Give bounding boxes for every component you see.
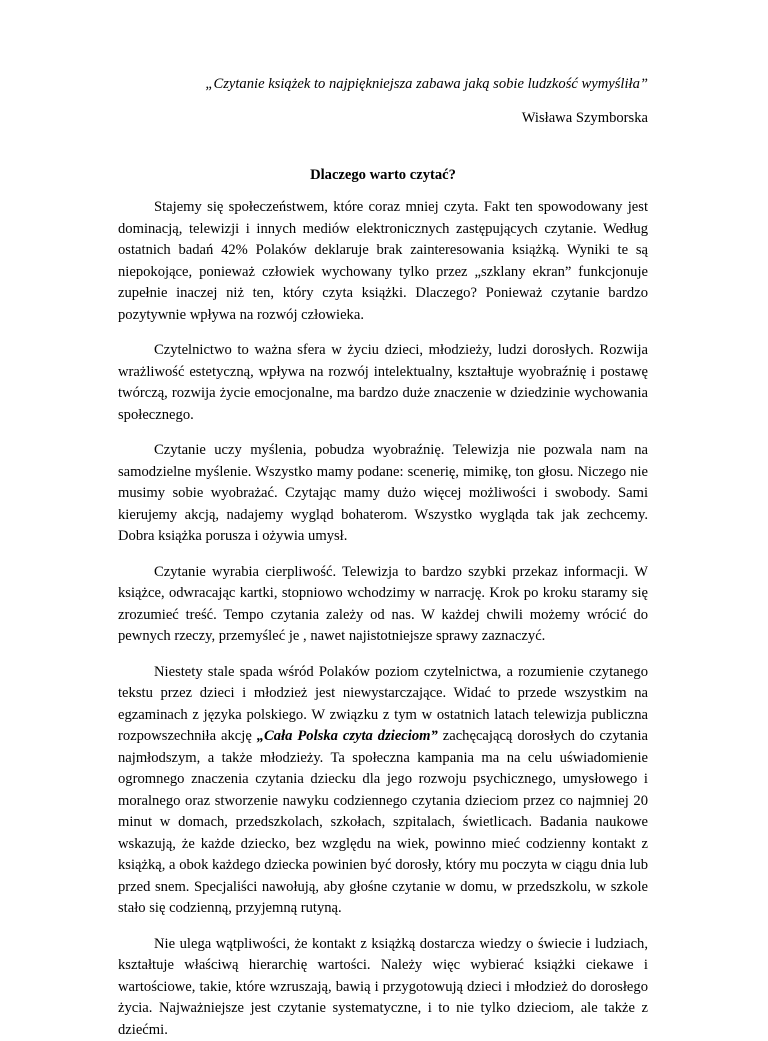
paragraph-6-closing: Nie ulega wątpliwości, że kontakt z książką dostarcza wiedzy o świecie i ludziach, kształtuje właściwą hierarchię wartości. Należy więc wybierać książki ciekawe i wartościowe, takie, które wzruszają, bawią i przygotowują dzieci i młodzież do dorosłego życia. Najważniejsze jest czytanie systematyczne, i to nie tylko dzieciom, ale także z dziećmi. [118, 934, 648, 1041]
paragraph-3: Czytanie uczy myślenia, pobudza wyobraźnię. Telewizja nie pozwala nam na samodzielne myślenie. Wszystko mamy podane: scenerię, mimikę, ton głosu. Niczego nie musimy sobie wyobrażać. Czytając mamy dużo więcej możliwości i swobody. Sami kierujemy akcją, nadajemy wygląd bohaterom. Wszystko wygląda tak jak zechcemy. Dobra książka porusza i ożywia umysł. [118, 440, 648, 548]
document-page [118, 74, 648, 1041]
paragraph-5-campaign [118, 662, 648, 920]
campaign-name: „Cała Polska czyta dzieciom” [257, 728, 438, 744]
campaign-text-after: zachęcającą dorosłych do czytania najmłodszym, a także młodzieży. Ta społeczna kampania ma na celu uświadomienie ogromnego znaczenia czytania dziecku dla jego rozwoju psychicznego, umysłowego i moralnego oraz stworzenie nawyku codziennego czytania dzieciom przez co najmniej 20 minut w domach, przedszkolach, szkołach, szpitalach, świetlicach. Badania naukowe wskazują, że każde dziecko, bez względu na wiek, powinno mieć codzienny kontakt z książką, a obok każdego dziecka powinien być dorosły, który mu poczyta w ciągu dnia lub przed snem. Specjaliści nawołują, aby głośne czytanie w domu, w przedszkolu, w szkole stało się codzienną, przyjemną rutyną. [118, 728, 648, 916]
paragraph-2: Czytelnictwo to ważna sfera w życiu dzieci, młodzieży, ludzi dorosłych. Rozwija wrażliwość estetyczną, wpływa na rozwój intelektualny, kształtuje wyobraźnię i postawę twórczą, rozwija życie emocjonalne, ma bardzo duże znaczenie w dziedzinie wychowania społecznego. [118, 340, 648, 426]
campaign-text-before: Niestety stale spada wśród Polaków poziom czytelnictwa, a rozumienie czytanego tekstu przez dzieci i młodzież jest niewystarczające. Widać to przede wszystkim na egzaminach z języka polskiego. W związku z tym w ostatnich latach telewizja publiczna rozpowszechniła akcję [118, 664, 648, 745]
epigraph-author: Wisława Szymborska [118, 108, 648, 128]
article-title: Dlaczego warto czytać? [118, 165, 648, 185]
epigraph-quote: „Czytanie książek to najpiękniejsza zabawa jaką sobie ludzkość wymyśliła” [118, 74, 648, 94]
paragraph-1: Stajemy się społeczeństwem, które coraz mniej czyta. Fakt ten spowodowany jest dominacją, telewizji i innych mediów elektronicznych zastępujących czytanie. Według ostatnich badań 42% Polaków deklaruje brak zainteresowania książką. Wyniki te są niepokojące, ponieważ człowiek wychowany tylko przez „szklany ekran” funkcjonuje zupełnie inaczej niż ten, który czyta książki. Dlaczego? Ponieważ czytanie bardzo pozytywnie wpływa na rozwój człowieka. [118, 197, 648, 326]
paragraph-4: Czytanie wyrabia cierpliwość. Telewizja to bardzo szybki przekaz informacji. W książce, odwracając kartki, stopniowo wchodzimy w narrację. Krok po kroku staramy się zrozumieć treść. Tempo czytania zależy od nas. W każdej chwili możemy wrócić do pewnych rzeczy, przemyśleć je , nawet najistotniejsze sprawy zaznaczyć. [118, 562, 648, 648]
